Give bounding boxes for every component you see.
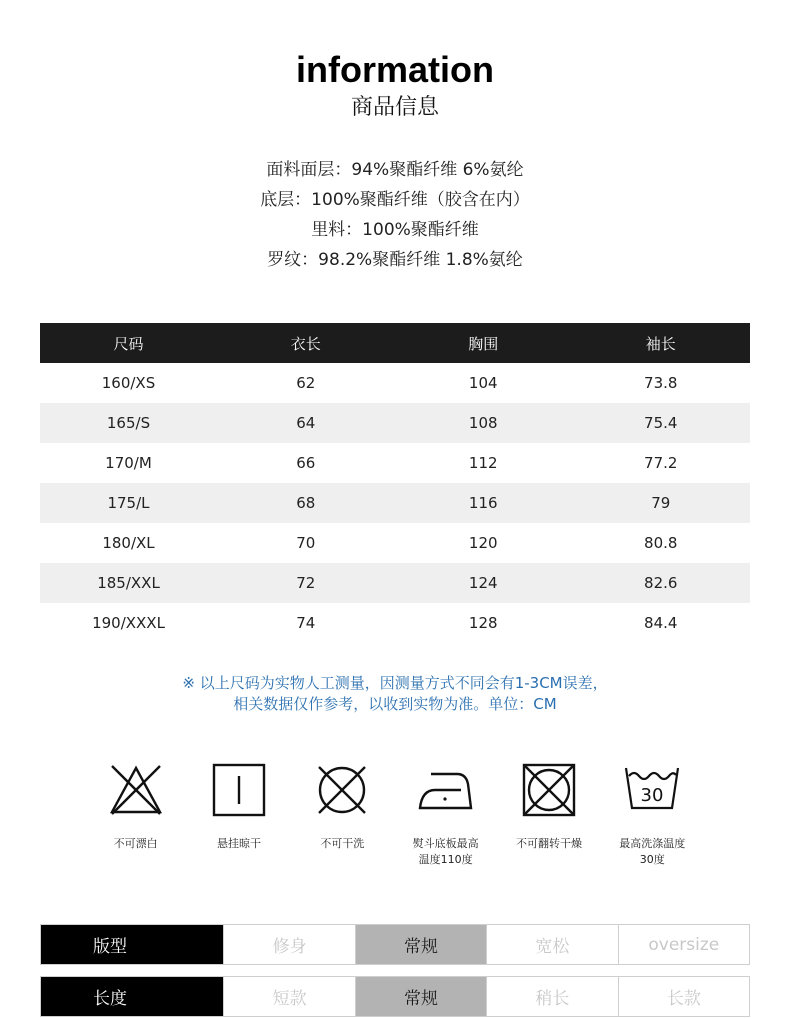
cell-size: 175/L [107,494,150,512]
header-size: 尺码 [113,334,144,353]
cell-sleeve: 82.6 [644,574,678,592]
cell-sleeve: 84.4 [644,614,678,632]
cell-chest: 104 [468,374,498,392]
fit-option-oversize: oversize [618,925,749,964]
cell-sleeve: 79 [651,494,671,512]
cell-sleeve: 75.4 [644,414,678,432]
fit-type-row [40,924,750,965]
table-row [40,403,750,443]
length-label: 长度 [41,977,223,1016]
no-bleach-icon [107,762,165,818]
cell-size: 180/XL [102,534,155,552]
cell-length: 72 [296,574,316,592]
cell-length: 64 [296,414,316,432]
cell-size: 190/XXXL [92,614,165,632]
cell-sleeve: 73.8 [644,374,678,392]
cell-chest: 112 [468,454,498,472]
cell-size: 170/M [105,454,152,472]
table-row [40,443,750,483]
cell-chest: 108 [468,414,498,432]
material-line: 底层：100%聚酯纤维（胶含在内） [260,190,530,210]
cell-length: 66 [296,454,316,472]
header-sleeve: 袖长 [645,334,676,353]
cell-sleeve: 77.2 [644,454,678,472]
cell-chest: 124 [468,574,498,592]
length-option-short: 短款 [223,977,354,1016]
wash-30-icon [623,762,681,818]
care-item [84,762,187,868]
care-instructions [84,762,704,868]
title-en: information [296,49,494,90]
cell-chest: 116 [468,494,498,512]
table-row [40,603,750,643]
wash-temp-label: 30 [640,785,664,806]
size-table [40,323,750,643]
fit-option-loose: 宽松 [486,925,617,964]
care-item [497,762,600,868]
length-row [40,976,750,1017]
material-info [0,155,790,275]
cell-size: 160/XS [101,374,156,392]
care-label: 最高洗涤温度30度 [619,837,686,866]
cell-chest: 120 [468,534,498,552]
length-option-long: 长款 [618,977,749,1016]
material-line: 面料面层：94%聚酯纤维 6%氨纶 [266,160,524,180]
cell-chest: 128 [468,614,498,632]
no-dry-clean-icon [313,762,371,818]
hang-dry-icon [210,762,268,818]
care-item [601,762,704,868]
care-label: 不可干洗 [320,837,365,850]
size-table-header [40,323,750,363]
fit-type-label: 版型 [41,925,223,964]
header-chest: 胸围 [468,334,499,353]
fit-option-regular: 常规 [355,925,486,964]
title-cn: 商品信息 [350,95,439,120]
material-line: 里料：100%聚酯纤维 [311,220,479,240]
cell-length: 74 [296,614,316,632]
table-row [40,483,750,523]
care-item [187,762,290,868]
no-tumble-dry-icon [520,762,578,818]
measurement-note [0,673,790,715]
care-item [291,762,394,868]
cell-size: 165/S [106,414,151,432]
material-line: 罗纹：98.2%聚酯纤维 1.8%氨纶 [267,250,523,270]
cell-length: 68 [296,494,316,512]
care-item [394,762,497,868]
header-length: 衣长 [290,334,321,353]
iron-icon [417,762,475,818]
cell-sleeve: 80.8 [644,534,678,552]
table-row [40,523,750,563]
care-label: 熨斗底板最高温度110度 [412,837,479,866]
care-label: 不可翻转干燥 [515,837,582,850]
cell-length: 70 [296,534,316,552]
care-label: 不可漂白 [113,837,158,850]
cell-size: 185/XXL [97,574,160,592]
table-row [40,563,750,603]
table-row [40,363,750,403]
length-option-regular: 常规 [355,977,486,1016]
fit-option-slim: 修身 [223,925,354,964]
note-line: 相关数据仅作参考，以收到实物为准。单位：CM [233,695,557,713]
note-line: ※ 以上尺码为实物人工测量，因测量方式不同会有1-3CM误差， [182,674,608,692]
care-label: 悬挂晾干 [216,837,261,850]
cell-length: 62 [296,374,316,392]
length-option-slightly-long: 稍长 [486,977,617,1016]
